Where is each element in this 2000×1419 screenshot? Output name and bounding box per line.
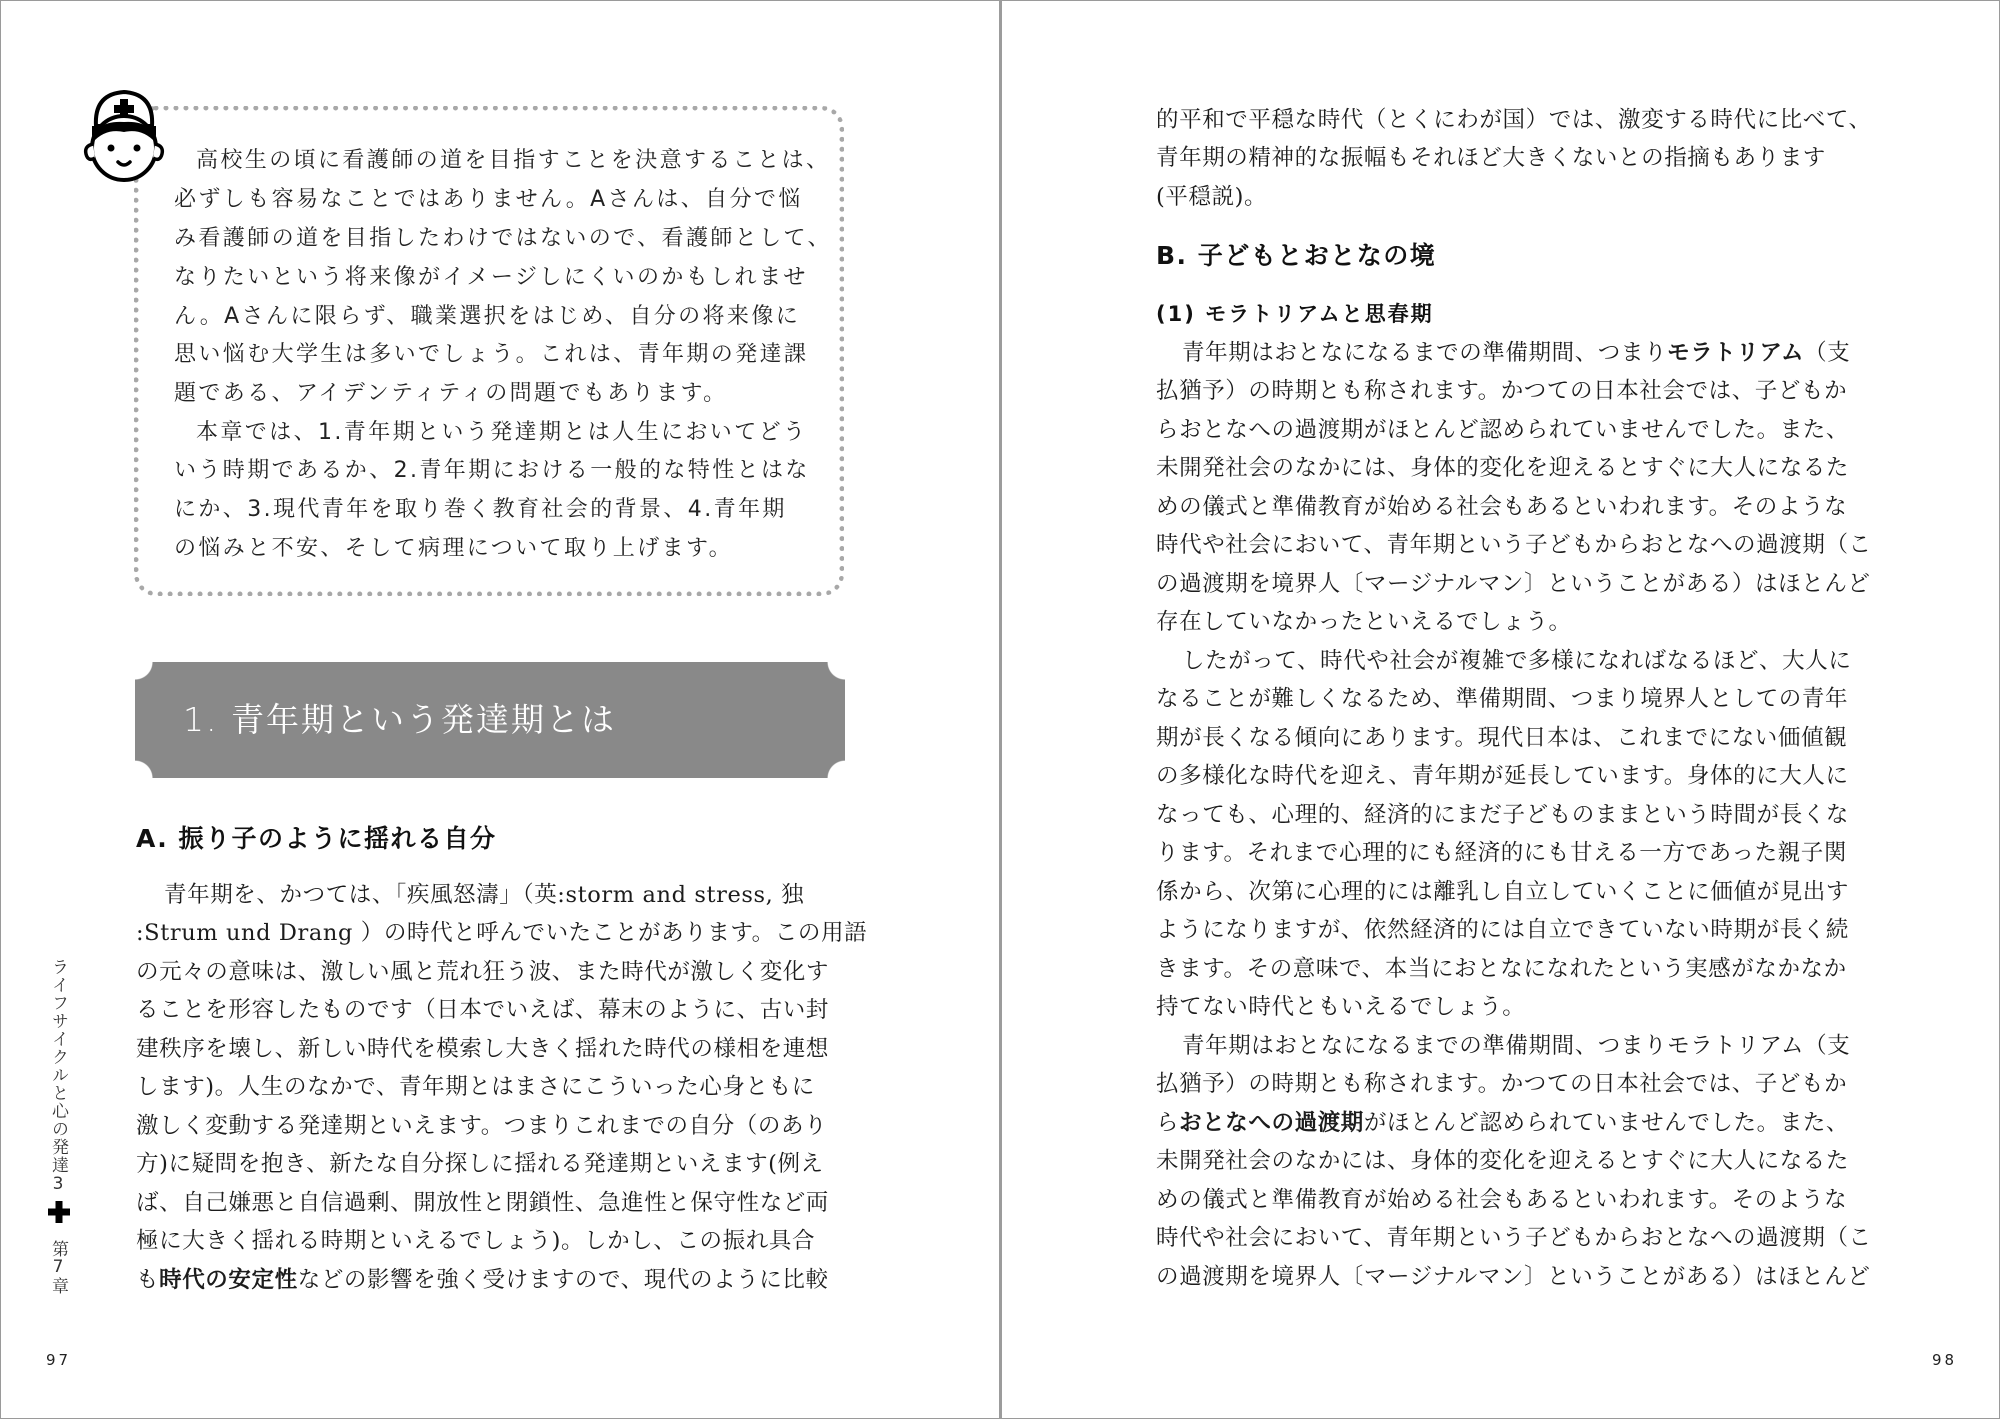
body-line: ることを形容したものです（日本でいえば、幕末のように、古い封 (136, 997, 830, 1023)
body-line: なることが難しくなるため、準備期間、つまり境界人としての青年 (1156, 686, 1849, 712)
body-line: 青年期はおとなになるまでの準備期間、つまりモラトリアム（支 (1182, 1033, 1851, 1059)
emphasis-term: モラトリアム (1667, 340, 1805, 366)
body-line: 未開発社会のなかには、身体的変化を迎えるとすぐに大人になるた (1156, 455, 1850, 481)
body-line: の元々の意味は、激しい風と荒れ狂う波、また時代が激しく変化す (136, 959, 830, 985)
section-banner-title: 1. 青年期という発達期とは (183, 700, 616, 739)
body-line: 時代や社会において、青年期という子どもからおとなへの過渡期（こ (1156, 532, 1872, 558)
body-line: 未開発社会のなかには、身体的変化を迎えるとすぐに大人になるた (1156, 1148, 1850, 1174)
intro-line: み看護師の道を目指したわけではないので、看護師として、 (174, 226, 832, 251)
body-line-with-emphasis (1182, 338, 1850, 368)
page-number-right: 98 (1932, 1351, 1958, 1369)
body-line: ようになりますが、依然経済的には自立できていない時期が長く続 (1156, 917, 1850, 943)
intro-line: にか、3.現代青年を取り巻く教育社会的背景、4.青年期 (174, 497, 787, 522)
text: も (136, 1267, 160, 1293)
body-line: 建秩序を壊し、新しい時代を模索し大きく揺れた時代の様相を連想 (136, 1036, 830, 1062)
body-line: 期が長くなる傾向にあります。現代日本は、これまでにない価値観 (1156, 725, 1848, 751)
body-line: 払猶予）の時期とも称されます。かつての日本社会では、子どもか (1156, 1071, 1848, 1097)
body-line: 方)に疑問を抱き、新たな自分探しに揺れる発達期といえます(例え (136, 1151, 824, 1177)
body-line: したがって、時代や社会が複雑で多様になればなるほど、大人に (1182, 648, 1852, 674)
intro-line: いう時期であるか、2.青年期における一般的な特性とはな (174, 458, 810, 483)
body-line: 持てない時代ともいえるでしょう。 (1156, 994, 1526, 1020)
body-line: ば、自己嫌悪と自信過剰、開放性と閉鎖性、急進性と保守性など両 (136, 1190, 830, 1216)
nurse-icon (76, 86, 172, 186)
body-line: めの儀式と準備教育が始める社会もあるといわれます。そのような (1156, 494, 1848, 520)
body-line: 時代や社会において、青年期という子どもからおとなへの過渡期（こ (1156, 1225, 1872, 1251)
text: などの影響を強く受けますので、現代のように比較 (297, 1267, 829, 1293)
intro-line: 高校生の頃に看護師の道を目指すことを決意することは、 (196, 148, 831, 173)
body-line: 青年期の精神的な振幅もそれほど大きくないとの指摘もあります (1156, 145, 1826, 171)
body-line: 極に大きく揺れる時期といえるでしょう)。しかし、この振れ具合 (136, 1228, 816, 1254)
chapter-label: 第7章 (48, 1240, 68, 1294)
body-line: めの儀式と準備教育が始める社会もあるといわれます。そのような (1156, 1187, 1848, 1213)
body-line: きます。その意味で、本当におとなになれたという実感がなかなか (1156, 956, 1847, 982)
body-line: ります。それまで心理的にも経済的にも甘える一方であった親子関 (1156, 840, 1847, 866)
page-number-left: 97 (46, 1351, 72, 1369)
intro-line: の悩みと不安、そして病理について取り上げます。 (174, 536, 734, 561)
body-line: :Strum und Drang ）の時代と呼んでいたことがあります。この用語 (136, 920, 868, 946)
intro-line: 題である、アイデンティティの問題でもあります。 (174, 381, 728, 406)
body-line: (平穏説)。 (1156, 184, 1268, 210)
emphasis-term: おとなへの過渡期 (1179, 1110, 1364, 1136)
subsection-heading: (1) モラトリアムと思春期 (1156, 302, 1434, 326)
body-line: らおとなへの過渡期がほとんど認められていませんでした。また、 (1156, 417, 1850, 443)
body-line: 激しく変動する発達期といえます。つまりこれまでの自分（のあり (136, 1113, 828, 1139)
body-line: 払猶予）の時期とも称されます。かつての日本社会では、子どもか (1156, 378, 1848, 404)
intro-line: ん。Aさんに限らず、職業選択をはじめ、自分の将来像に (174, 304, 801, 329)
book-spine-divider (999, 0, 1002, 1419)
body-line-with-emphasis (1156, 1108, 1849, 1138)
body-line: 存在していなかったといえるでしょう。 (1156, 609, 1572, 635)
intro-line: 必ずしも容易なことではありません。Aさんは、自分で悩 (174, 187, 803, 212)
text: がほとんど認められていませんでした。また、 (1363, 1110, 1850, 1136)
body-line: 的平和で平穏な時代（とくにわが国）では、激変する時代に比べて、 (1156, 107, 1872, 133)
body-line-with-emphasis (136, 1265, 829, 1295)
text: 青年期はおとなになるまでの準備期間、つまり (1182, 340, 1668, 366)
running-header-vertical: ライフサイクルと心の発達3 (48, 958, 68, 1195)
body-line: 係から、次第に心理的には離乳し自立していくことに価値が見出す (1156, 879, 1850, 905)
section-b-heading: B. 子どもとおとなの境 (1156, 241, 1437, 270)
text: ら (1156, 1110, 1180, 1136)
body-line: の過渡期を境界人〔マージナルマン〕ということがある）はほとんど (1156, 1264, 1871, 1290)
body-line: します)。人生のなかで、青年期とはまさにこういった心身ともに (136, 1074, 815, 1100)
cross-icon (47, 1200, 71, 1224)
intro-line: 本章では、1.青年期という発達期とは人生においてどう (196, 420, 808, 445)
intro-line: 思い悩む大学生は多いでしょう。これは、青年期の発達課 (174, 342, 809, 367)
intro-line: なりたいという将来像がイメージしにくいのかもしれませ (174, 265, 808, 290)
emphasis-term: 時代の安定性 (159, 1267, 298, 1293)
body-line: なっても、心理的、経済的にまだ子どものままという時間が長くな (1156, 802, 1850, 828)
section-a-heading: A. 振り子のように揺れる自分 (136, 824, 497, 853)
body-line: の過渡期を境界人〔マージナルマン〕ということがある）はほとんど (1156, 571, 1871, 597)
body-line: の多様化な時代を迎え、青年期が延長しています。身体的に大人に (1156, 763, 1849, 789)
body-line: 青年期を、かつては、「疾風怒濤」（英:storm and stress, 独 (164, 882, 805, 908)
text: （支 (1804, 340, 1851, 366)
